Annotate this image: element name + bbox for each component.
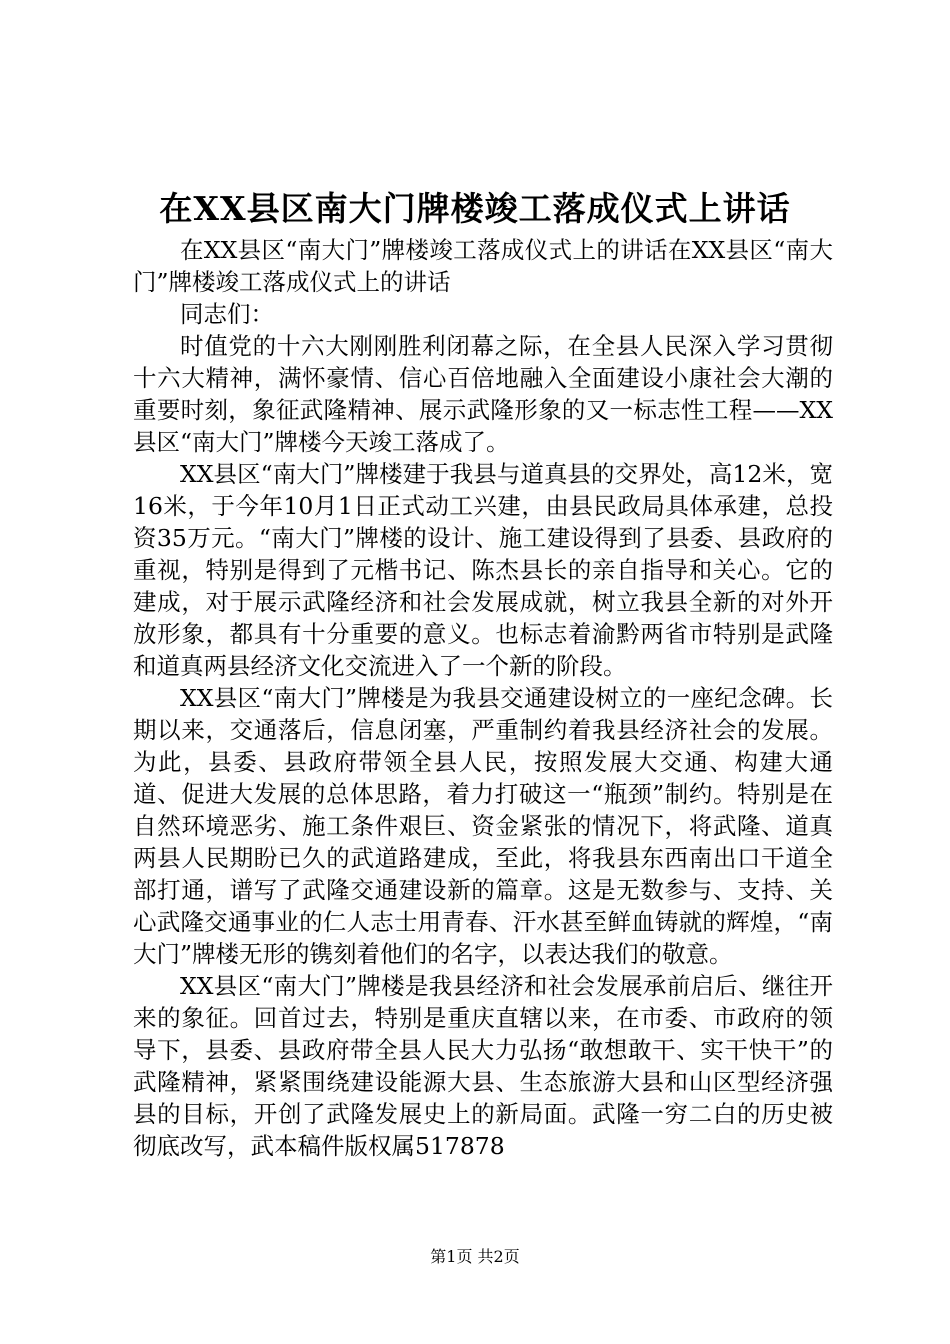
paragraph: XX县区“南大门”牌楼是为我县交通建设树立的一座纪念碑。长期以来，交通落后，信息闭塞，严重制约着我县经济社会的发展。为此，县委、县政府带领全县人民，按照发展大交通、构建大通道、促进大发展的总体思路，着力打破这一“瓶颈”制约。特别是在自然环境恶劣、施工条件艰巨、资金紧张的情况下，将武隆、道真两县人民期盼已久的武道路建成，至此，将我县东西南出口干道全部打通，谱写了武隆交通建设新的篇章。这是无数参与、支持、关心武隆交通事业的仁人志士用青春、汗水甚至鲜血铸就的辉煌，“南大门”牌楼无形的镌刻着他们的名字，以表达我们的敬意。 — [133, 684, 833, 968]
page-footer: 第1页 共2页 — [430, 1247, 520, 1266]
paragraph: XX县区“南大门”牌楼建于我县与道真县的交界处，高12米，宽16米，于今年10月1日正式动工兴建，由县民政局具体承建，总投资35万元。“南大门”牌楼的设计、施工建设得到了县委、县政府的重视，特别是得到了元楷书记、陈杰县长的亲自指导和关心。它的建成，对于展示武隆经济和社会发展成就，树立我县全新的对外开放形象，都具有十分重要的意义。也标志着渝黔两省市特别是武隆和道真两县经济文化交流进入了一个新的阶段。 — [133, 460, 833, 680]
document-body — [133, 234, 833, 1162]
paragraph: 时值党的十六大刚刚胜利闭幕之际，在全县人民深入学习贯彻十六大精神，满怀豪情、信心百倍地融入全面建设小康社会大潮的重要时刻，象征武隆精神、展示武隆形象的又一标志性工程——XX县区“南大门”牌楼今天竣工落成了。 — [133, 332, 833, 456]
paragraph-salutation: 同志们： — [180, 300, 274, 328]
paragraph: XX县区“南大门”牌楼是我县经济和社会发展承前启后、继往开来的象征。回首过去，特别是重庆直辖以来，在市委、市政府的领导下，县委、县政府带全县人民大力弘扬“敢想敢干、实干快干”的武隆精神，紧紧围绕建设能源大县、生态旅游大县和山区型经济强县的目标，开创了武隆发展史上的新局面。武隆一穷二白的历史被彻底改写，武本稿件版权属517878 — [133, 972, 833, 1160]
document-title: 在XX县区南大门牌楼竣工落成仪式上讲话 — [159, 189, 791, 228]
paragraph-heading-repeat: 在XX县区“南大门”牌楼竣工落成仪式上的讲话在XX县区“南大门”牌楼竣工落成仪式上的讲话 — [133, 236, 833, 296]
